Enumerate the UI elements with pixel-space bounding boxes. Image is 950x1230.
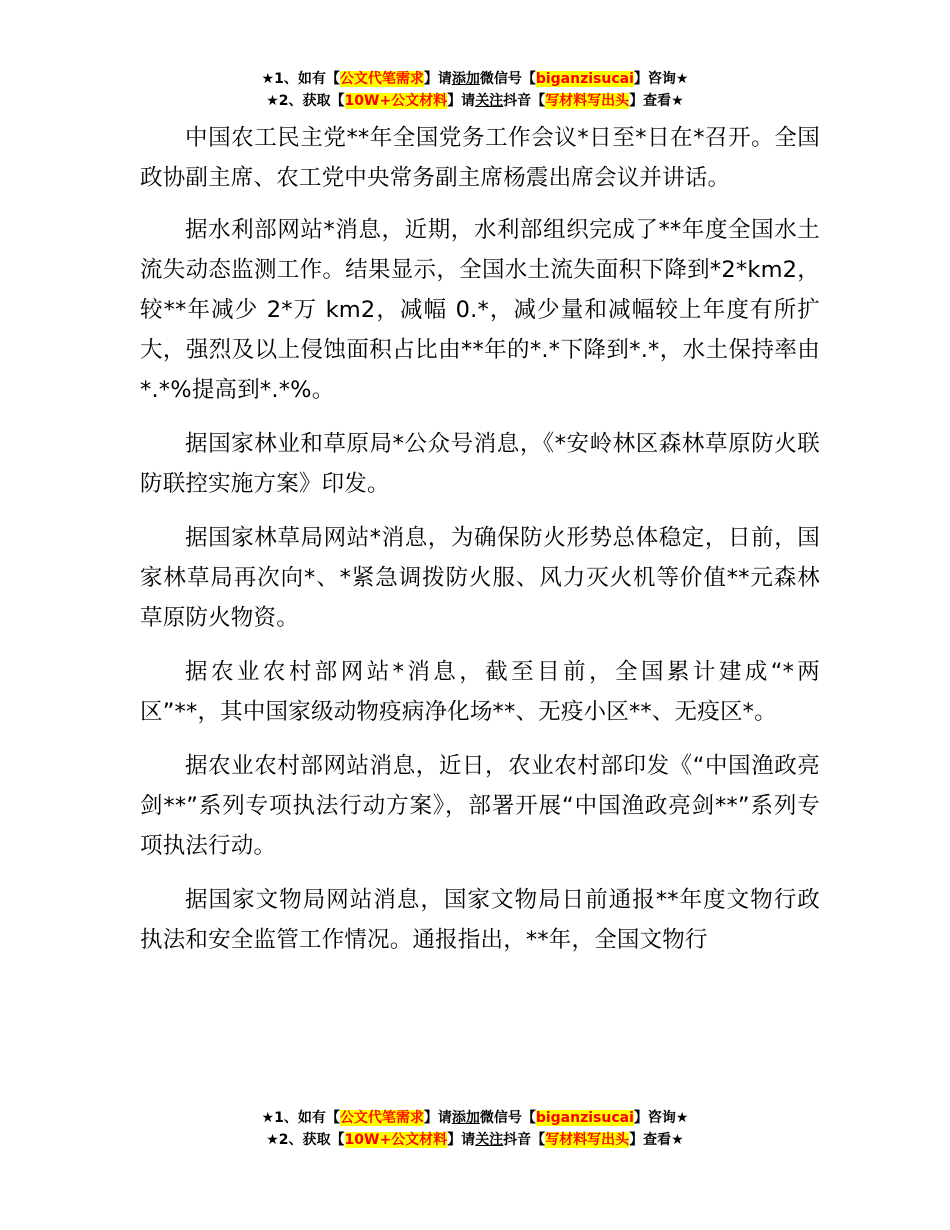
banner-text: 】查看★ [629, 93, 684, 109]
banner-underline: 关注 [475, 93, 504, 109]
footer-banner [0, 1107, 950, 1151]
paragraph: 据国家文物局网站消息，国家文物局日前通报**年度文物行政执法和安全监管工作情况。通报指出，**年，全国文物行 [140, 887, 820, 953]
banner-text: 微信号【 [479, 71, 536, 87]
banner-text: ★1、如有【 [261, 1110, 340, 1126]
banner-text: 】请 [447, 1132, 476, 1148]
banner-line-1 [0, 1107, 950, 1129]
banner-text: 抖音【 [503, 93, 546, 109]
banner-highlight: 公文代笔需求 [339, 1110, 424, 1126]
banner-highlight: biganzisucai [535, 71, 634, 87]
paragraph: 中国农工民主党**年全国党务工作会议*日至*日在*召开。全国政协副主席、农工党中央常务副主席杨震出席会议并讲话。 [140, 125, 820, 191]
header-banner [0, 68, 950, 112]
document-body [140, 118, 820, 974]
banner-highlight: biganzisucai [535, 1110, 634, 1126]
paragraph: 据国家林草局网站*消息，为确保防火形势总体稳定，日前，国家林草局再次向*、*紧急调拨防火服、风力灭火机等价值**元森林草原防火物资。 [140, 525, 820, 631]
banner-text: ★2、获取【 [266, 1132, 345, 1148]
paragraph: 据国家林业和草原局*公众号消息，《*安岭林区森林草原防火联防联控实施方案》印发。 [140, 431, 820, 497]
banner-text: 】查看★ [629, 1132, 684, 1148]
banner-text: 抖音【 [503, 1132, 546, 1148]
banner-text: 】请 [423, 71, 452, 87]
banner-text: 】咨询★ [633, 1110, 689, 1126]
paragraph: 据水利部网站*消息，近期，水利部组织完成了**年度全国水土流失动态监测工作。结果显示，全国水土流失面积下降到*2*km2，较**年减少 2*万 km2，减幅 0.*，减少量和减幅较上年度有所扩大，强烈及以上侵蚀面积占比由**年的*.*下降到*.*，水土保持率由*.*%提高到*.*%。 [140, 217, 820, 403]
banner-highlight: 写材料写出头 [545, 1132, 630, 1148]
banner-highlight: 写材料写出头 [545, 93, 630, 109]
banner-underline: 关注 [475, 1132, 504, 1148]
paragraph: 据农业农村部网站消息，近日，农业农村部印发《“中国渔政亮剑**”系列专项执法行动方案》，部署开展“中国渔政亮剑**”系列专项执法行动。 [140, 753, 820, 859]
paragraph: 据农业农村部网站*消息，截至目前，全国累计建成“*两区”**，其中国家级动物疫病净化场**、无疫小区**、无疫区*。 [140, 659, 820, 725]
banner-line-2 [0, 90, 950, 112]
banner-underline: 添加 [451, 1110, 480, 1126]
banner-text: 】请 [423, 1110, 452, 1126]
banner-highlight: 公文代笔需求 [339, 71, 424, 87]
banner-line-2 [0, 1129, 950, 1151]
banner-underline: 添加 [451, 71, 480, 87]
banner-text: ★1、如有【 [261, 71, 340, 87]
banner-text: 】请 [447, 93, 476, 109]
banner-highlight: 10W+公文材料 [344, 1132, 448, 1148]
banner-text: ★2、获取【 [266, 93, 345, 109]
banner-highlight: 10W+公文材料 [344, 93, 448, 109]
banner-text: 】咨询★ [633, 71, 689, 87]
banner-line-1 [0, 68, 950, 90]
banner-text: 微信号【 [479, 1110, 536, 1126]
